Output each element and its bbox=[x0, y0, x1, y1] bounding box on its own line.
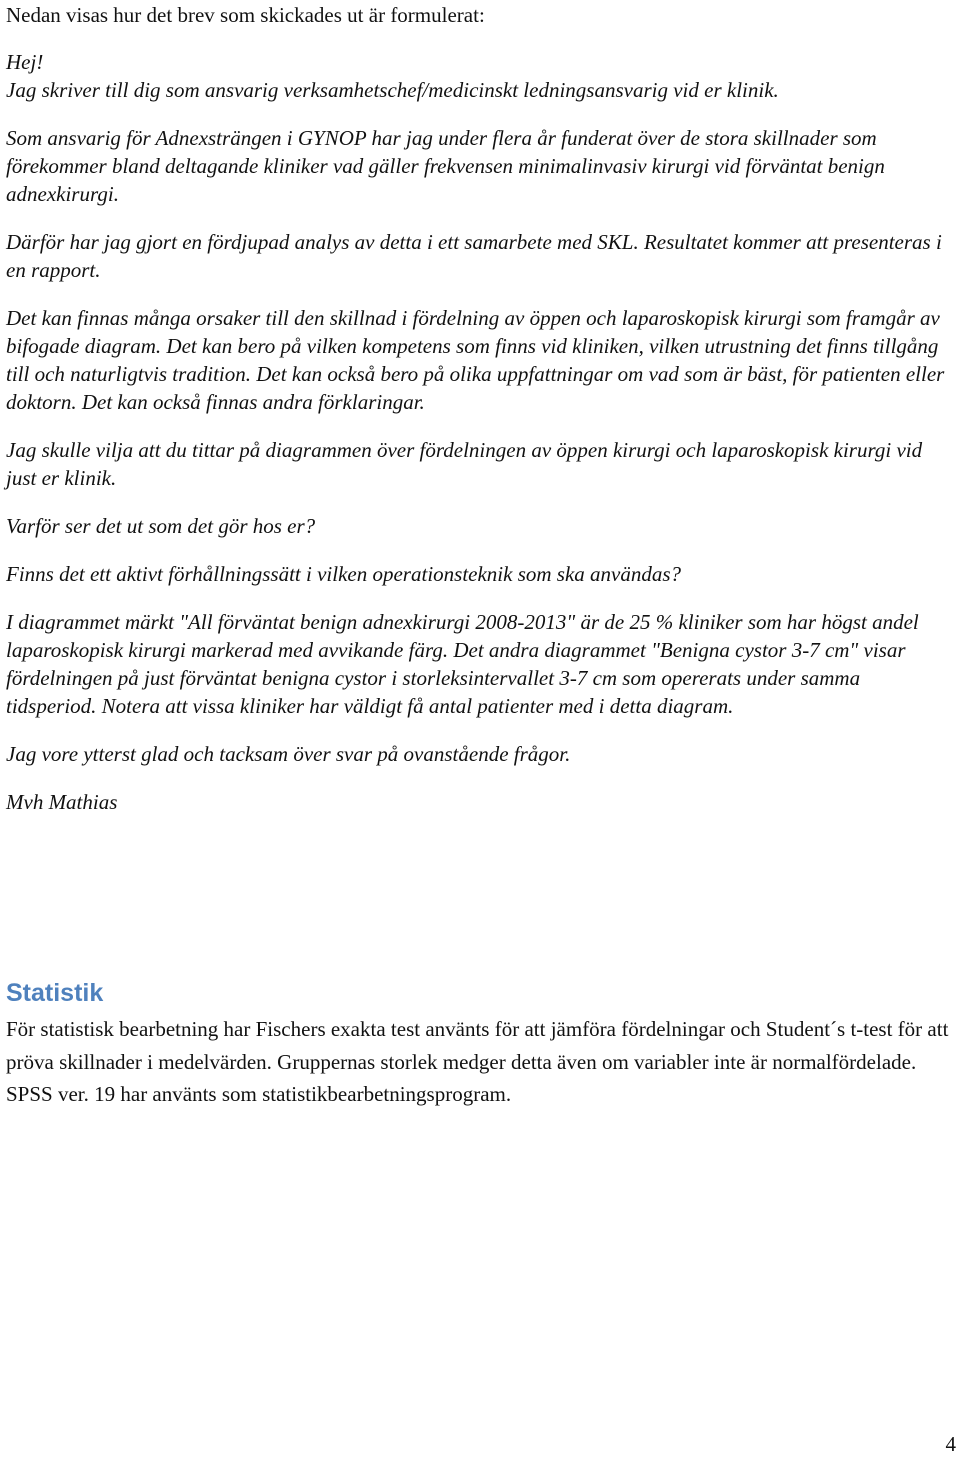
letter-paragraph: Som ansvarig för Adnexsträngen i GYNOP har jag under flera år funderat över de stora skillnader som förekommer bland deltagande kliniker vad gäller frekvensen minimalinvasiv kirurgi vid förväntat benign adnexkirurgi. bbox=[6, 126, 885, 206]
letter-paragraph: I diagrammet märkt "All förväntat benign adnexkirurgi 2008-2013" är de 25 % kliniker som har högst andel laparoskopisk kirurgi markerad med avvikande färg. Det andra diagrammet "Benigna cystor 3-7 cm" visar fördelningen på just förväntat benigna cystor i storleksintervallet 3-7 cm som opererats under samma tidsperiod. Notera att vissa kliniker har väldigt få antal patienter med i detta diagram. bbox=[6, 610, 919, 718]
intro-text: Nedan visas hur det brev som skickades ut är formulerat: bbox=[6, 3, 485, 27]
letter-body bbox=[6, 48, 954, 836]
letter-paragraph: Därför har jag gjort en fördjupad analys av detta i ett samarbete med SKL. Resultatet kommer att presenteras i en rapport. bbox=[6, 230, 942, 282]
letter-signature: Mvh Mathias bbox=[6, 790, 118, 814]
letter-paragraph: Jag skriver till dig som ansvarig verksamhetschef/medicinskt ledningsansvarig vid er klinik. bbox=[6, 78, 779, 102]
statistik-paragraph: För statistisk bearbetning har Fischers exakta test använts för att jämföra fördelningar och Student´s t-test för att pröva skillnader i medelvärden. Gruppernas storlek medger detta även om variabler inte är normalfördelade. SPSS ver. 19 har använts som statistikbearbetningsprogram. bbox=[6, 1017, 949, 1106]
letter-paragraph: Jag vore ytterst glad och tacksam över svar på ovanstående frågor. bbox=[6, 742, 571, 766]
letter-paragraph: Finns det ett aktivt förhållningssätt i vilken operationsteknik som ska användas? bbox=[6, 562, 682, 586]
letter-greeting: Hej! bbox=[6, 50, 44, 74]
letter-paragraph: Jag skulle vilja att du tittar på diagrammen över fördelningen av öppen kirurgi och laparoskopisk kirurgi vid just er klinik. bbox=[6, 438, 923, 490]
statistik-heading: Statistik bbox=[6, 979, 104, 1007]
letter-paragraph: Varför ser det ut som det gör hos er? bbox=[6, 514, 316, 538]
page-number: 4 bbox=[945, 1432, 956, 1456]
letter-paragraph: Det kan finnas många orsaker till den skillnad i fördelning av öppen och laparoskopisk kirurgi som framgår av bifogade diagram. Det kan bero på vilken kompetens som finns vid kliniken, vilken utrustning det finns tillgång till och naturligtvis tradition. Det kan också bero på olika uppfattningar om vad som är bäst, för patienten eller doktorn. Det kan också finnas andra förklaringar. bbox=[6, 306, 945, 414]
